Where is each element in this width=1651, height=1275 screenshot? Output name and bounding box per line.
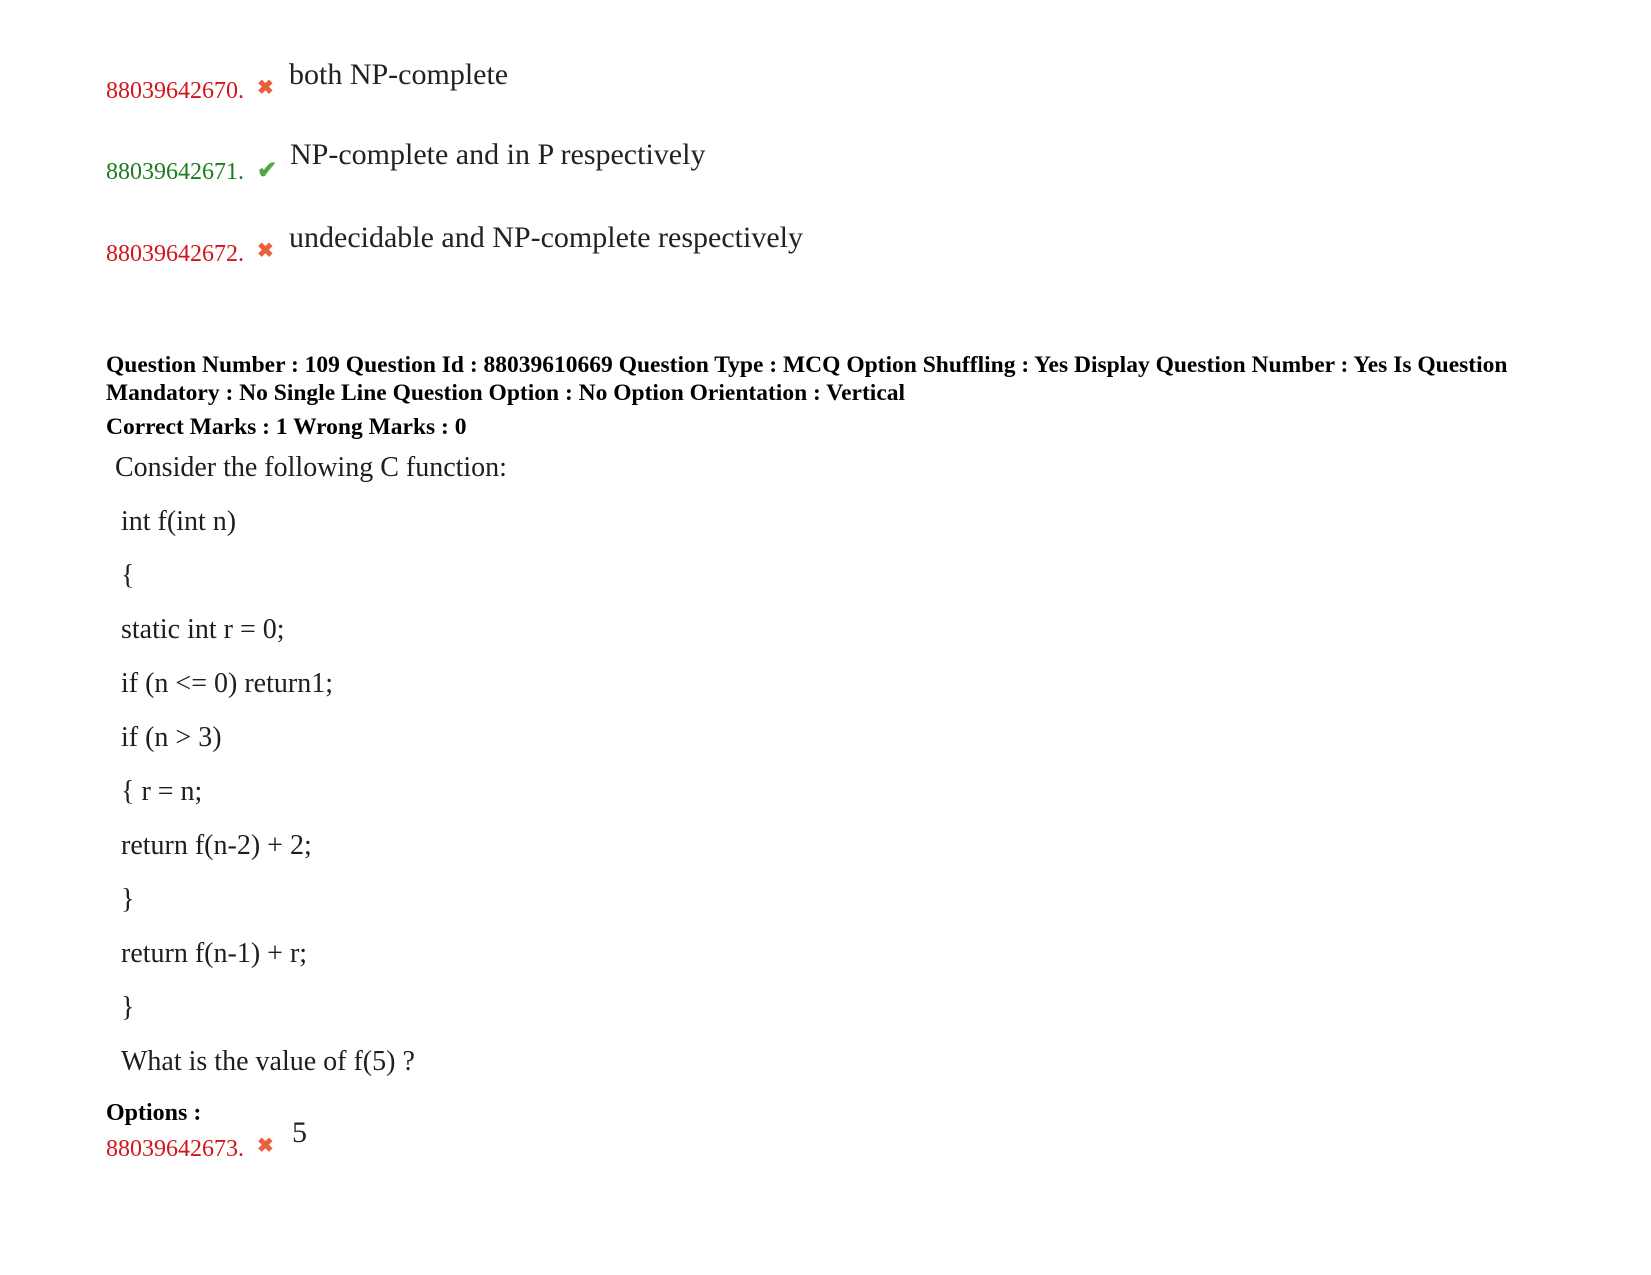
display-question-number: Display Question Number : Yes xyxy=(1073,352,1388,378)
cross-icon: ✖ xyxy=(257,77,274,99)
option-text: both NP-complete xyxy=(289,58,509,91)
option-text: NP-complete and in P respectively xyxy=(290,138,706,171)
option-text: 5 xyxy=(292,1116,307,1149)
code-line: return f(n-2) + 2; xyxy=(121,830,312,861)
code-line: if (n <= 0) return1; xyxy=(121,668,333,699)
cross-icon: ✖ xyxy=(257,1135,274,1157)
option-orientation: Option Orientation : Vertical xyxy=(613,380,906,406)
code-line: static int r = 0; xyxy=(121,614,285,645)
question-id: Question Id : 88039610669 xyxy=(345,352,613,378)
option-id: 88039642670. xyxy=(106,78,244,104)
question-intro: Consider the following C function: xyxy=(115,452,507,483)
marks-line: Correct Marks : 1 Wrong Marks : 0 xyxy=(106,414,467,440)
question-prompt: What is the value of f(5) ? xyxy=(121,1046,415,1077)
option-id: 88039642673. xyxy=(106,1136,244,1162)
check-icon: ✔ xyxy=(257,158,278,184)
single-line-option: Single Line Question Option : No xyxy=(273,380,608,406)
code-line: { xyxy=(121,560,135,591)
code-line: { r = n; xyxy=(121,776,203,807)
question-type: Question Type : MCQ xyxy=(618,352,841,378)
code-line: if (n > 3) xyxy=(121,722,222,753)
is-mandatory: Is Question Mandatory : No xyxy=(106,352,1508,406)
option-shuffling: Option Shuffling : Yes xyxy=(846,352,1069,378)
question-number: Question Number : 109 xyxy=(106,352,340,378)
option-id: 88039642672. xyxy=(106,241,244,267)
cross-icon: ✖ xyxy=(257,240,274,262)
question-meta xyxy=(106,351,1546,407)
option-id: 88039642671. xyxy=(106,159,244,185)
code-line: int f(int n) xyxy=(121,506,237,537)
options-label: Options : xyxy=(106,1100,202,1126)
code-line: return f(n-1) + r; xyxy=(121,938,308,969)
option-text: undecidable and NP-complete respectively xyxy=(289,221,803,254)
code-line: } xyxy=(121,992,135,1023)
code-line: } xyxy=(121,884,135,915)
